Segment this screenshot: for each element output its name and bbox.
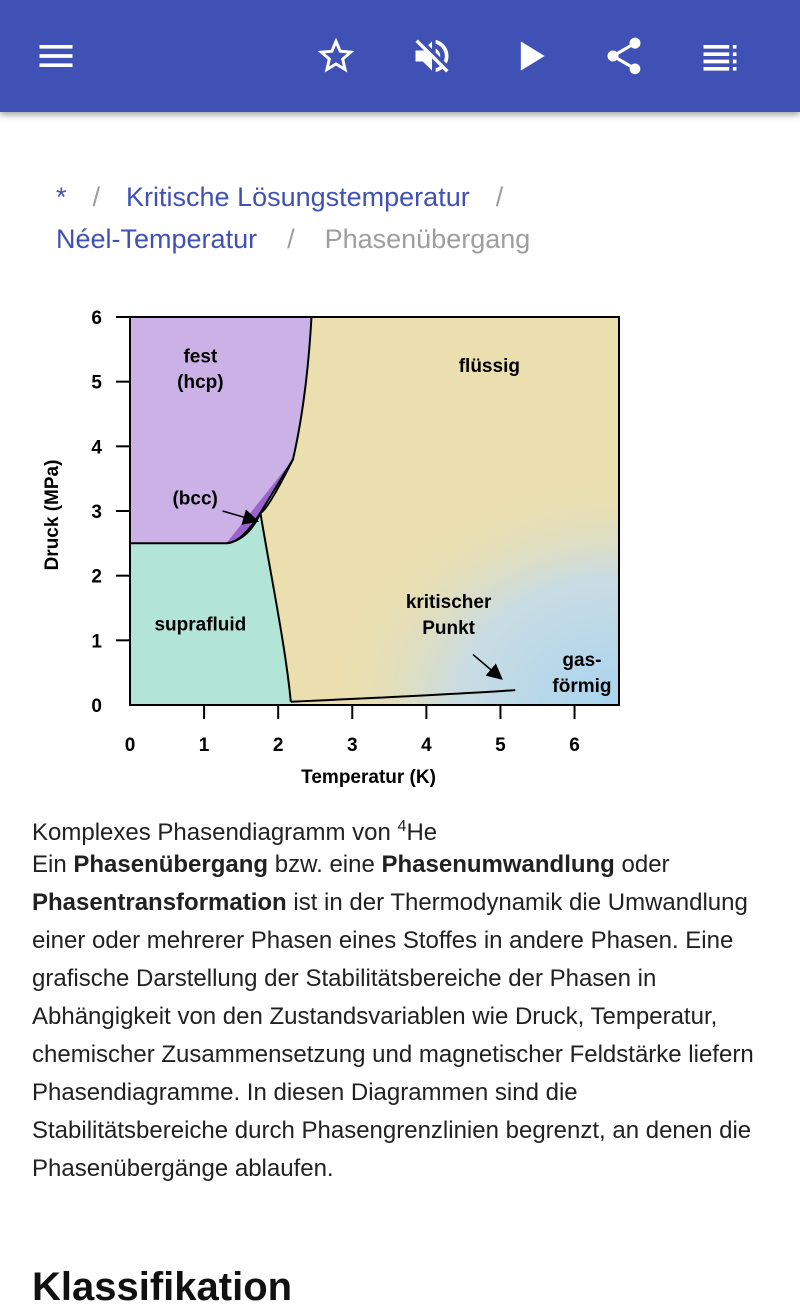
breadcrumb-item-kritische-loesungstemperatur[interactable]: Kritische Lösungstemperatur <box>126 182 470 212</box>
y-tick-label: 0 <box>91 696 102 717</box>
play-button[interactable] <box>502 28 558 84</box>
caption-text: Komplexes Phasendiagramm von <box>32 819 398 846</box>
breadcrumb-item-root[interactable]: * <box>56 182 67 212</box>
article-text: oder <box>614 851 670 878</box>
article-text: Ein <box>32 851 74 878</box>
app-bar <box>0 0 800 112</box>
menu-button[interactable] <box>28 28 84 84</box>
breadcrumb-item-neel-temperatur[interactable]: Néel-Temperatur <box>56 224 258 254</box>
caption-superscript: 4 <box>397 818 407 835</box>
caption-element: He <box>406 819 438 846</box>
breadcrumb-current: Phasenübergang <box>324 224 531 254</box>
bookmark-button[interactable] <box>308 28 364 84</box>
x-tick-label: 3 <box>346 735 358 756</box>
label-suprafluid: suprafluid <box>154 614 247 636</box>
y-tick-label: 1 <box>91 631 102 653</box>
label-gas: gas- <box>562 650 602 672</box>
label-bcc: (bcc) <box>172 488 218 510</box>
play-icon <box>508 34 552 78</box>
y-axis-label: Druck (MPa) <box>42 459 63 571</box>
y-tick-label: 3 <box>91 502 102 523</box>
label-kritischer: kritischer <box>405 592 492 613</box>
term-phasentransformation: Phasentransformation <box>32 889 287 916</box>
y-tick-label: 6 <box>91 308 102 329</box>
label-punkt: Punkt <box>422 617 475 639</box>
breadcrumb <box>56 176 756 260</box>
article-text: bzw. eine <box>268 851 382 878</box>
x-axis-label: Temperatur (K) <box>301 767 436 788</box>
article-paragraph <box>32 846 772 1188</box>
breadcrumb-separator: / <box>92 182 101 212</box>
x-tick-label: 0 <box>124 735 136 756</box>
y-tick-label: 5 <box>91 372 102 394</box>
label-foermig: förmig <box>552 676 612 698</box>
breadcrumb-separator: / <box>495 182 504 212</box>
section-heading: Klassifikation <box>32 1265 293 1309</box>
term-phasenumwandlung: Phasenumwandlung <box>381 851 615 878</box>
star-icon <box>314 34 358 78</box>
label-hcp: (hcp) <box>177 372 224 394</box>
share-icon <box>602 34 646 78</box>
x-tick-label: 5 <box>495 735 506 756</box>
y-tick-label: 4 <box>91 437 102 459</box>
x-tick-label: 6 <box>569 735 580 756</box>
term-phasenuebergang: Phasenübergang <box>73 851 269 878</box>
label-fluessig: flüssig <box>458 355 520 377</box>
menu-icon <box>34 34 78 78</box>
x-tick-label: 2 <box>272 735 284 756</box>
mute-button[interactable] <box>404 28 460 84</box>
phase-diagram-figure <box>30 296 650 796</box>
breadcrumb-separator: / <box>287 224 295 254</box>
article-text: ist in der Thermodynamik die Umwandlung einer oder mehrerer Phasen eines Stoffes in andere Phasen. Eine grafische Darstellung der Stabilitätsbereiche der Phasen in Abhängigkeit von den Zustandsvariablen wie Druck, Temperatur, chemischer Zusammensetzung und magnetischer Feldstärke liefern Phasendiagramme. In diesen Diagrammen sind die Stabilitätsbereiche durch Phasengrenzlinien begrenzt, an denen die Phasenübergänge ablaufen. <box>32 889 754 1182</box>
label-fest: fest <box>183 346 218 368</box>
phase-diagram-chart <box>30 296 650 796</box>
y-tick-label: 2 <box>91 566 102 588</box>
list-icon <box>698 34 742 78</box>
x-tick-label: 4 <box>421 735 432 756</box>
contents-button[interactable] <box>692 28 748 84</box>
volume-off-icon <box>410 34 454 78</box>
x-tick-label: 1 <box>198 735 210 756</box>
share-button[interactable] <box>596 28 652 84</box>
